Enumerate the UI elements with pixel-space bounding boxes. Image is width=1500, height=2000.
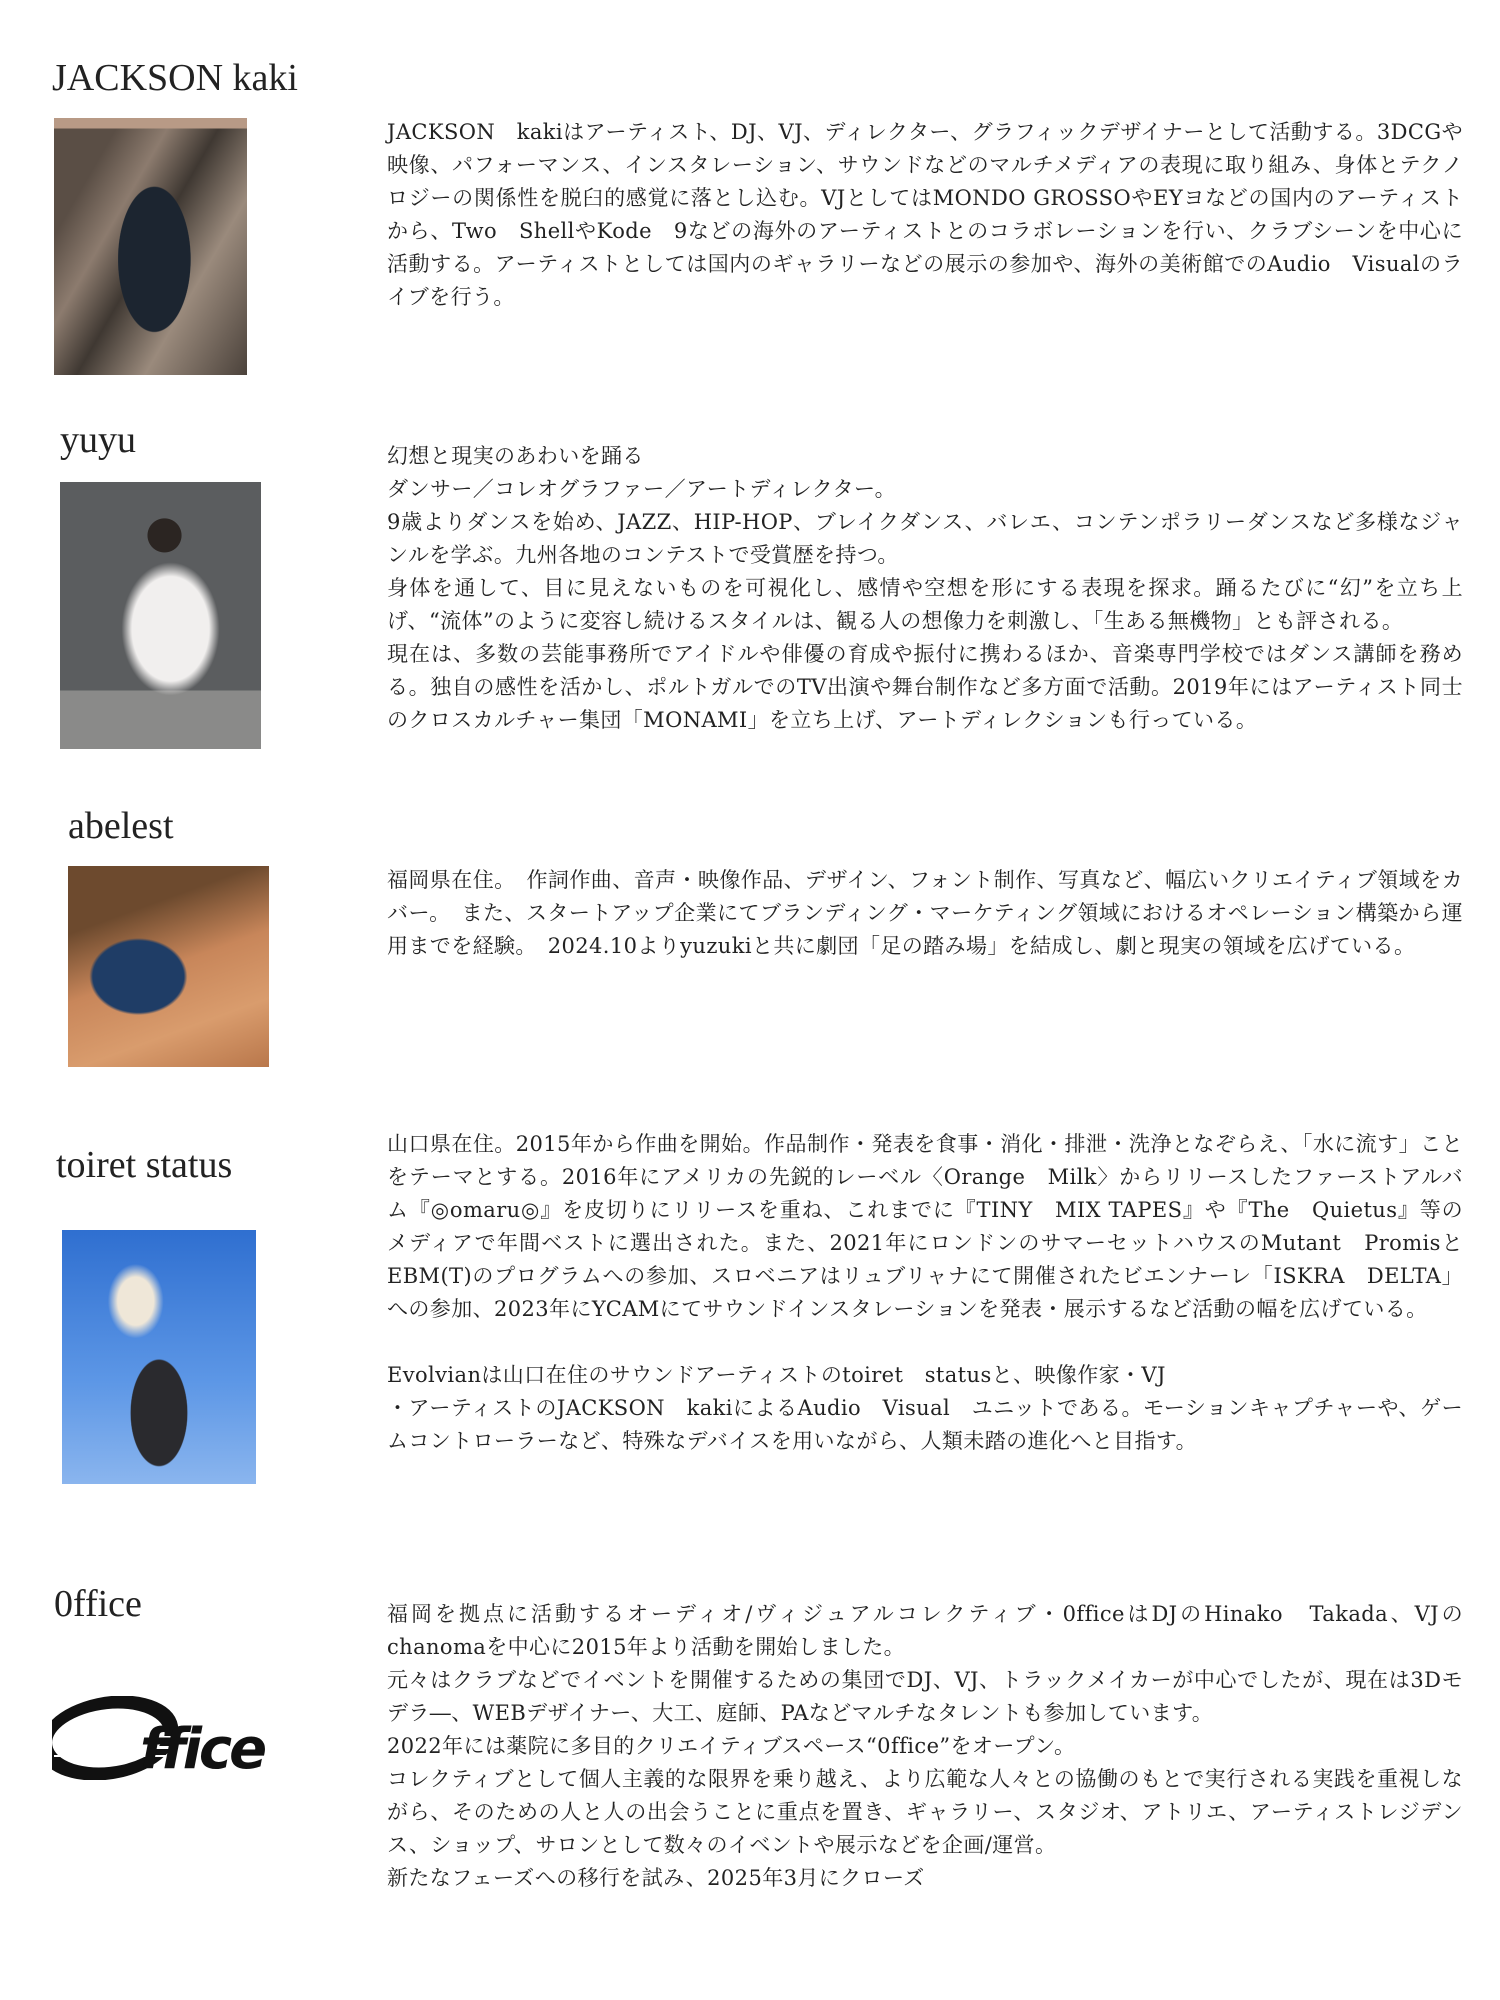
bio-paragraph: ダンサー／コレオグラファー／アートディレクター。 (387, 477, 896, 501)
bio-paragraph: 福岡県在住。 作詞作曲、音声・映像作品、デザイン、フォント制作、写真など、幅広いクリエイティブ領域をカバー。 また、スタートアップ企業にてブランディング・マーケティング領域におけるオペレーション構築から運用までを経験。 2024.10よりyuzukiと共に劇団「足の踏み場」を結成し、劇と現実の領域を広げている。 (387, 868, 1463, 958)
bio-paragraph: Evolvianは山口在住のサウンドアーティストのtoiret statusと、映像作家・VJ (387, 1363, 1166, 1387)
profile-bio (387, 116, 1463, 314)
profile-bio (387, 1128, 1463, 1458)
bio-paragraph: JACKSON kakiはアーティスト、DJ、VJ、ディレクター、グラフィックデザイナーとして活動する。3DCGや映像、パフォーマンス、インスタレーション、サウンドなどのマルチメディアの表現に取り組み、身体とテクノロジーの関係性を脱臼的感覚に落とし込む。VJとしてはMONDO GROSSOやEYヨなどの国内のアーティストから、Two ShellやKode 9などの海外のアーティストとのコラボレーションを行い、クラブシーンを中心に活動する。アーティストとしては国内のギャラリーなどの展示の参加や、海外の美術館でのAudio Visualのライブを行う。 (387, 120, 1463, 309)
bio-paragraph: 現在は、多数の芸能事務所でアイドルや俳優の育成や振付に携わるほか、音楽専門学校ではダンス講師を務める。独自の感性を活かし、ポルトガルでのTV出演や舞台制作など多方面で活動。2019年にはアーティスト同士のクロスカルチャー集団「MONAMI」を立ち上げ、アートディレクションも行っている。 (387, 642, 1463, 732)
svg-text:ffice: ffice (140, 1717, 265, 1780)
profile-photo (68, 866, 269, 1067)
bio-paragraph: コレクティブとして個人主義的な限界を乗り越え、より広範な人々との協働のもとで実行される実践を重視しながら、そのための人と人の出会うことに重点を置き、ギャラリー、スタジオ、アトリエ、アーティストレジデンス、ショップ、サロンとして数々のイベントや展示などを企画/運営。 (387, 1767, 1463, 1857)
bio-paragraph: 元々はクラブなどでイベントを開催するための集団でDJ、VJ、トラックメイカーが中心でしたが、現在は3Dモデラ―、WEBデザイナー、大工、庭師、PAなどマルチなタレントも参加しています。 (387, 1668, 1463, 1725)
bio-paragraph: 9歳よりダンスを始め、JAZZ、HIP-HOP、ブレイクダンス、バレエ、コンテンポラリーダンスなど多様なジャンルを学ぶ。九州各地のコンテストで受賞歴を持つ。 (387, 510, 1463, 567)
paragraph-spacer (387, 1326, 1463, 1359)
profile-bio (387, 1598, 1463, 1895)
bio-paragraph: 山口県在住。2015年から作曲を開始。作品制作・発表を食事・消化・排泄・洗浄となぞらえ、「水に流す」ことをテーマとする。2016年にアメリカの先鋭的レーベル〈Orange Milk〉からリリースしたファーストアルバム『◎omaru◎』を皮切りにリリースを重ね、これまでに『TINY MIX TAPES』や『The Quietus』等のメディアで年間ベストに選出された。また、2021年にロンドンのサマーセットハウスのMutant PromisとEBM(T)のプログラムへの参加、スロベニアはリュブリャナにて開催されたビエンナーレ「ISKRA DELTA」への参加、2023年にYCAMにてサウンドインスタレーションを発表・展示するなど活動の幅を広げている。 (387, 1132, 1463, 1321)
bio-paragraph: 身体を通して、目に見えないものを可視化し、感情や空想を形にする表現を探求。踊るたびに“幻”を立ち上げ、“流体”のように変容し続けるスタイルは、観る人の想像力を刺激し、「生ある無機物」とも評される。 (387, 576, 1463, 633)
profile-bio (387, 440, 1463, 737)
profile-photo (54, 118, 247, 375)
profile-name: JACKSON kaki (52, 57, 298, 99)
profile-photo (62, 1230, 256, 1484)
profile-name: abelest (68, 805, 174, 847)
bio-paragraph: 新たなフェーズへの移行を試み、2025年3月にクローズ (387, 1866, 925, 1890)
profile-name: 0ffice (54, 1583, 142, 1625)
profile-name: yuyu (60, 419, 136, 461)
profile-name: toiret status (56, 1144, 233, 1186)
profile-bio (387, 864, 1463, 963)
bio-paragraph: 福岡を拠点に活動するオーディオ/ヴィジュアルコレクティブ・0fficeはDJのHinako Takada、VJのchanomaを中心に2015年より活動を開始しました。 (387, 1602, 1463, 1659)
bio-paragraph: ・アーティストのJACKSON kakiによるAudio Visual ユニットである。モーションキャプチャーや、ゲームコントローラーなど、特殊なデバイスを用いながら、人類未踏の進化へと目指す。 (387, 1396, 1463, 1453)
office-logo (52, 1696, 308, 1780)
bio-paragraph: 幻想と現実のあわいを踊る (387, 444, 644, 468)
profile-photo (60, 482, 261, 749)
bio-paragraph: 2022年には薬院に多目的クリエイティブスペース“0ffice”をオープン。 (387, 1734, 1076, 1758)
